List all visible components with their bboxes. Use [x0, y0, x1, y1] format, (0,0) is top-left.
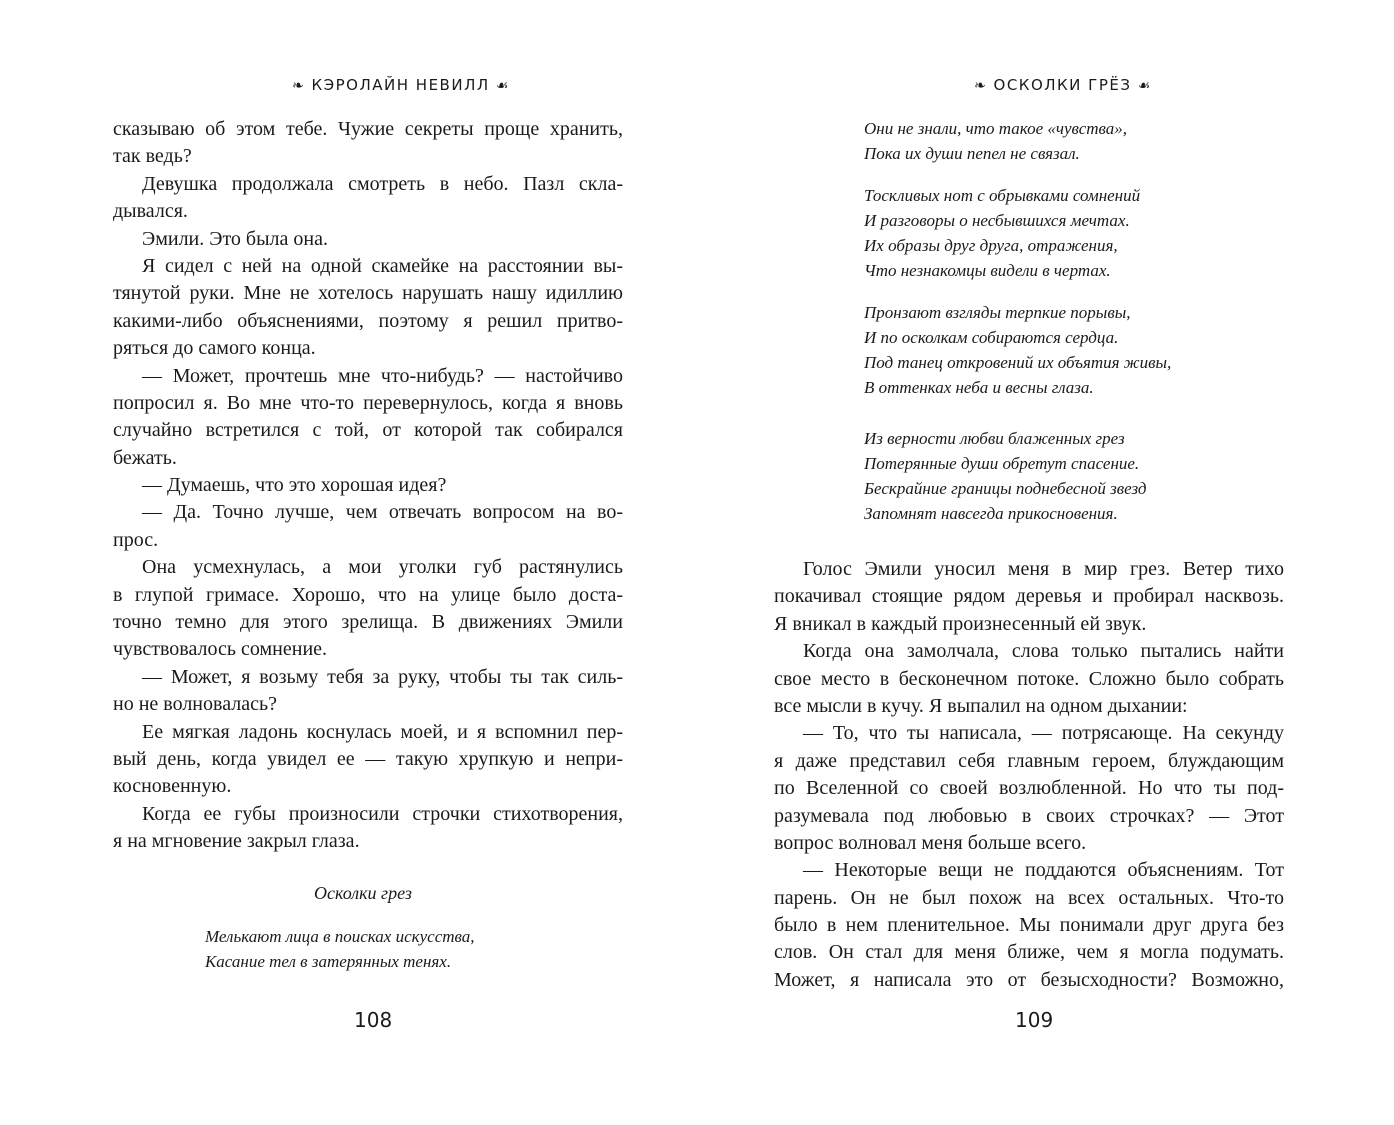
left-page-body — [113, 116, 623, 974]
text-line: покачивал стоящие рядом деревья и пробирал насквозь. — [774, 585, 1284, 608]
verse-line: Мелькают лица в поисках искусства, — [205, 926, 475, 946]
text-line: дывался. — [113, 200, 188, 223]
text-line: тянутой руки. Мне не хотелось нарушать нашу идиллию — [113, 282, 623, 305]
verse-line: Из верности любви блаженных грез — [864, 429, 1125, 448]
leaf-ornament-icon: ☙ — [495, 78, 510, 94]
verse-line: Под танец откровений их объятия живы, — [864, 353, 1172, 372]
verse-line: Бескрайние границы поднебесной звезд — [864, 479, 1147, 498]
text-line: все мысли в кучу. Я выпалил на одном дыхании: — [774, 694, 1188, 717]
poem-title: Осколки грез — [314, 882, 412, 903]
verse-line: Пронзают взгляды терпкие порывы, — [864, 303, 1131, 322]
text-line: Когда она замолчала, слова только пытались найти — [803, 640, 1284, 663]
text-line: Эмили. Это была она. — [142, 227, 328, 250]
verse-line: Пока их души пепел не связал. — [864, 144, 1080, 163]
page-number-right: 109 — [1015, 1008, 1054, 1032]
verse-line: И разговоры о несбывшихся мечтах. — [864, 211, 1130, 230]
text-line: чувствовалось сомнение. — [113, 638, 328, 661]
leaf-ornament-icon: ❧ — [974, 78, 988, 94]
verse-line: Потерянные души обретут спасение. — [864, 454, 1140, 473]
text-line: я на мгновение закрыл глаза. — [113, 830, 360, 853]
page-number-left: 108 — [354, 1008, 393, 1032]
text-line: косновенную. — [113, 775, 232, 798]
running-header-left — [292, 76, 510, 94]
text-line: Я сидел с ней на одной скамейке на расстоянии вы- — [142, 254, 623, 277]
text-line: прос. — [113, 528, 159, 551]
text-line: Девушка продолжала смотреть в небо. Пазл скла- — [142, 172, 623, 195]
text-line: Может, я написала это от безысходности? Возможно, — [774, 968, 1284, 991]
text-line: — Думаешь, что это хорошая идея? — [142, 474, 447, 497]
text-line: но не волновалась? — [113, 693, 277, 716]
verse-line: Их образы друг друга, отражения, — [864, 236, 1118, 255]
text-line: вый день, когда увидел ее — такую хрупкую и непри- — [113, 747, 623, 770]
text-line: точно темно для этого зрелища. В движениях Эмили — [113, 611, 623, 634]
text-line: сказываю об этом тебе. Чужие секреты проще хранить, — [113, 118, 623, 140]
text-line: — Некоторые вещи не поддаются объяснениям. Тот — [803, 859, 1284, 882]
text-line: — Может, прочтешь мне что-нибудь? — настойчиво — [142, 364, 623, 387]
running-header-right — [974, 76, 1152, 94]
text-line: Ее мягкая ладонь коснулась моей, и я вспомнил пер- — [142, 720, 623, 743]
text-line: ряться до самого конца. — [113, 337, 316, 360]
verse-line: И по осколкам собираются сердца. — [864, 328, 1119, 347]
verse-line: Они не знали, что такое «чувства», — [864, 119, 1128, 138]
running-header-title: ОСКОЛКИ ГРЁЗ — [993, 76, 1132, 94]
text-line: — Может, я возьму тебя за руку, чтобы ты так силь- — [142, 665, 623, 688]
leaf-ornament-icon: ☙ — [1137, 78, 1152, 94]
text-line: в глупой гримасе. Хорошо, что на улице было доста- — [113, 583, 623, 606]
right-page-body — [774, 116, 1284, 994]
text-line: Когда ее губы произносили строчки стихотворения, — [142, 802, 623, 825]
text-line: какими-либо объяснениями, поэтому я решил притво- — [113, 309, 623, 332]
text-line: свое место в бесконечном потоке. Сложно было собрать — [774, 667, 1284, 690]
running-header-author: КЭРОЛАЙН НЕВИЛЛ — [311, 76, 490, 94]
leaf-ornament-icon: ❧ — [292, 78, 306, 94]
text-line: так ведь? — [113, 145, 192, 168]
text-line: я даже представил себя главным героем, блуждающим — [774, 749, 1284, 772]
text-line: разумевала под любовью в своих строчках? — Этот — [774, 804, 1284, 827]
verse-line: Тоскливых нот с обрывками сомнений — [864, 186, 1141, 205]
text-line: Голос Эмили уносил меня в мир грез. Ветер тихо — [803, 558, 1284, 580]
text-line: вопрос волновал меня больше всего. — [774, 831, 1087, 854]
text-line: бежать. — [113, 446, 177, 469]
text-line: случайно встретился с той, от которой так собирался — [113, 419, 623, 442]
text-line: — То, что ты написала, — потрясающе. На секунду — [803, 722, 1284, 745]
verse-line: Что незнакомцы видели в чертах. — [864, 261, 1111, 280]
text-line: по Вселенной со своей возлюбленной. Но что ты под- — [774, 777, 1284, 800]
text-line: — Да. Точно лучше, чем отвечать вопросом на во- — [142, 501, 623, 524]
text-line: Она усмехнулась, а мои уголки губ растянулись — [142, 556, 623, 579]
verse-line: В оттенках неба и весны глаза. — [864, 378, 1094, 397]
text-line: слов. Он стал для меня ближе, чем я могла подумать. — [774, 941, 1284, 964]
verse-line: Запомнят навсегда прикосновения. — [864, 504, 1118, 523]
text-line: Я вникал в каждый произнесенный ей звук. — [774, 612, 1147, 635]
text-line: парень. Он не был похож на всех остальных. Что-то — [774, 886, 1284, 909]
text-line: было в нем пленительное. Мы понимали друг друга без — [774, 914, 1284, 937]
text-line: попросил я. Во мне что-то перевернулось, когда я вновь — [113, 391, 623, 414]
verse-line: Касание тел в затерянных тенях. — [205, 951, 452, 971]
